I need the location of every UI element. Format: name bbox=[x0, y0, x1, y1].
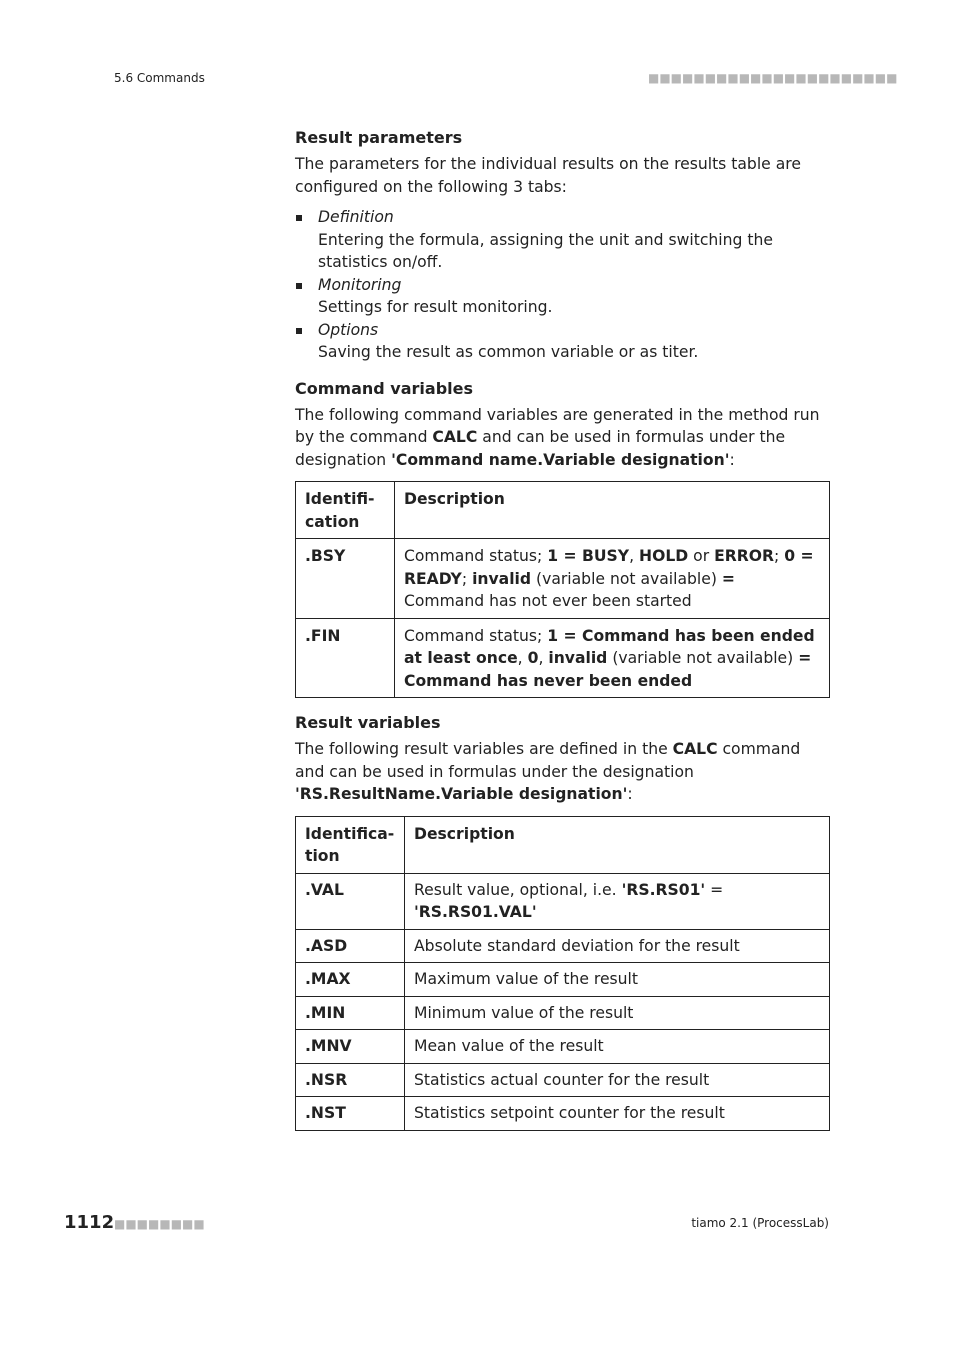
bullet-square-icon bbox=[296, 215, 302, 221]
page-content bbox=[295, 127, 830, 1131]
table-row bbox=[296, 1030, 830, 1064]
description-bold-text: 'RS.RS01' bbox=[621, 880, 706, 899]
intro-text: : bbox=[729, 450, 735, 469]
intro-bold-designation: 'RS.ResultName.Variable designation' bbox=[295, 785, 628, 803]
column-header-description: Description bbox=[405, 816, 830, 873]
identifier-cell: .MNV bbox=[296, 1030, 405, 1064]
result-variables-intro bbox=[295, 738, 830, 806]
description-cell bbox=[405, 1097, 830, 1131]
description-text: Maximum value of the result bbox=[414, 970, 638, 988]
command-variables-heading: Command variables bbox=[295, 378, 473, 398]
list-item-term: Options bbox=[318, 320, 379, 339]
page-number: 1112 bbox=[64, 1212, 115, 1233]
result-variables-heading: Result variables bbox=[295, 713, 441, 732]
table-row bbox=[296, 996, 830, 1030]
list-item-description: Entering the formula, assigning the unit and switching the statistics on/off. bbox=[318, 230, 773, 271]
identifier-cell: .ASD bbox=[296, 929, 405, 963]
table-row bbox=[296, 1097, 830, 1131]
intro-bold-designation: 'Command name.Variable designation' bbox=[391, 450, 730, 469]
description-text: , bbox=[629, 547, 640, 565]
description-text: Statistics setpoint counter for the result bbox=[414, 1104, 725, 1122]
description-text: Command status; bbox=[404, 547, 548, 565]
product-name: tiamo 2.1 (ProcessLab) bbox=[691, 1216, 829, 1230]
list-item-description: Settings for result monitoring. bbox=[318, 298, 553, 316]
identifier-cell: .MIN bbox=[296, 996, 405, 1030]
description-cell bbox=[395, 539, 830, 619]
table-row bbox=[296, 1063, 830, 1097]
description-text: , bbox=[538, 649, 549, 667]
command-variables-section bbox=[295, 378, 830, 699]
description-text: Command status; bbox=[404, 626, 548, 645]
description-text: = bbox=[705, 880, 724, 899]
result-parameters-section bbox=[295, 127, 830, 364]
description-bold-text: 1 = Command has been ended at least once bbox=[404, 626, 815, 667]
identifier-cell: .BSY bbox=[296, 539, 395, 619]
description-bold-text: = Command has never been ended bbox=[404, 649, 812, 690]
column-header-description: Description bbox=[395, 482, 830, 539]
table-row bbox=[296, 873, 830, 929]
identifier-cell: .VAL bbox=[296, 873, 405, 929]
description-text: ; bbox=[461, 569, 473, 588]
description-bold-text: HOLD bbox=[639, 547, 689, 565]
table-header-row bbox=[296, 482, 830, 539]
list-item-description: Saving the result as common variable or as titer. bbox=[318, 343, 699, 361]
description-bold-text: invalid bbox=[548, 649, 608, 667]
intro-text: and can be used in formulas under the designation bbox=[295, 428, 786, 469]
command-variables-intro bbox=[295, 404, 830, 472]
description-text: (variable not available) bbox=[607, 649, 799, 667]
intro-text: : bbox=[627, 785, 633, 803]
identifier-cell: .NSR bbox=[296, 1063, 405, 1097]
bullet-square-icon bbox=[296, 328, 302, 334]
description-bold-text: 0 bbox=[527, 649, 539, 667]
table-row bbox=[296, 963, 830, 997]
footer-dots: ■■■■■■■■ bbox=[114, 1217, 205, 1231]
bullet-square-icon bbox=[296, 283, 302, 289]
running-header-section: 5.6 Commands bbox=[114, 71, 205, 85]
description-bold-text: invalid bbox=[472, 569, 532, 588]
description-cell bbox=[405, 1063, 830, 1097]
table-row bbox=[296, 929, 830, 963]
result-parameters-heading: Result parameters bbox=[295, 128, 463, 147]
description-bold-text: 'RS.RS01.VAL' bbox=[414, 903, 537, 921]
result-parameters-intro: The parameters for the individual results on the results table are configured on the following 3 tabs: bbox=[295, 155, 801, 196]
intro-text: command and can be used in formulas under the designation bbox=[295, 740, 801, 781]
description-cell bbox=[405, 873, 830, 929]
intro-text: The following command variables are generated in the method run by the command bbox=[295, 405, 820, 446]
intro-text: The following result variables are defined in the bbox=[295, 740, 673, 758]
list-item-term: Monitoring bbox=[318, 275, 402, 294]
list-item-term: Definition bbox=[318, 208, 394, 226]
column-header-identification: Identifi-cation bbox=[296, 482, 395, 539]
command-variables-table bbox=[295, 481, 830, 698]
identifier-cell: .NST bbox=[296, 1097, 405, 1131]
table-row bbox=[296, 618, 830, 698]
description-cell bbox=[405, 963, 830, 997]
description-text: Statistics actual counter for the result bbox=[414, 1070, 710, 1089]
description-cell bbox=[405, 996, 830, 1030]
list-item-monitoring bbox=[295, 274, 830, 319]
description-text: , bbox=[517, 649, 528, 667]
list-item-definition bbox=[295, 206, 830, 274]
column-header-identification: Identifica-tion bbox=[296, 816, 405, 873]
identifier-cell: .FIN bbox=[296, 618, 395, 698]
description-text: Result value, optional, i.e. bbox=[414, 880, 622, 899]
description-bold-text: 0 = READY bbox=[404, 547, 814, 588]
description-text: or bbox=[688, 547, 715, 565]
description-bold-text: 1 = BUSY bbox=[547, 547, 630, 565]
description-text: Mean value of the result bbox=[414, 1037, 604, 1055]
description-cell bbox=[395, 618, 830, 698]
description-bold-text: = bbox=[721, 569, 735, 588]
intro-bold-command: CALC bbox=[432, 428, 478, 446]
table-header-row bbox=[296, 816, 830, 873]
list-item-options bbox=[295, 319, 830, 364]
result-variables-table bbox=[295, 816, 830, 1131]
result-variables-section bbox=[295, 712, 830, 1131]
result-parameters-list bbox=[295, 206, 830, 364]
description-text: Command has not ever been started bbox=[404, 592, 692, 610]
table-row bbox=[296, 539, 830, 619]
description-cell bbox=[405, 929, 830, 963]
identifier-cell: .MAX bbox=[296, 963, 405, 997]
description-bold-text: ERROR bbox=[714, 547, 775, 565]
description-cell bbox=[405, 1030, 830, 1064]
intro-bold-command: CALC bbox=[672, 740, 718, 758]
description-text: Minimum value of the result bbox=[414, 1003, 634, 1022]
description-text: (variable not available) bbox=[531, 569, 722, 588]
description-text: ; bbox=[774, 547, 785, 565]
running-header-dots: ■■■■■■■■■■■■■■■■■■■■■■ bbox=[648, 71, 898, 85]
description-text: Absolute standard deviation for the result bbox=[414, 936, 740, 955]
